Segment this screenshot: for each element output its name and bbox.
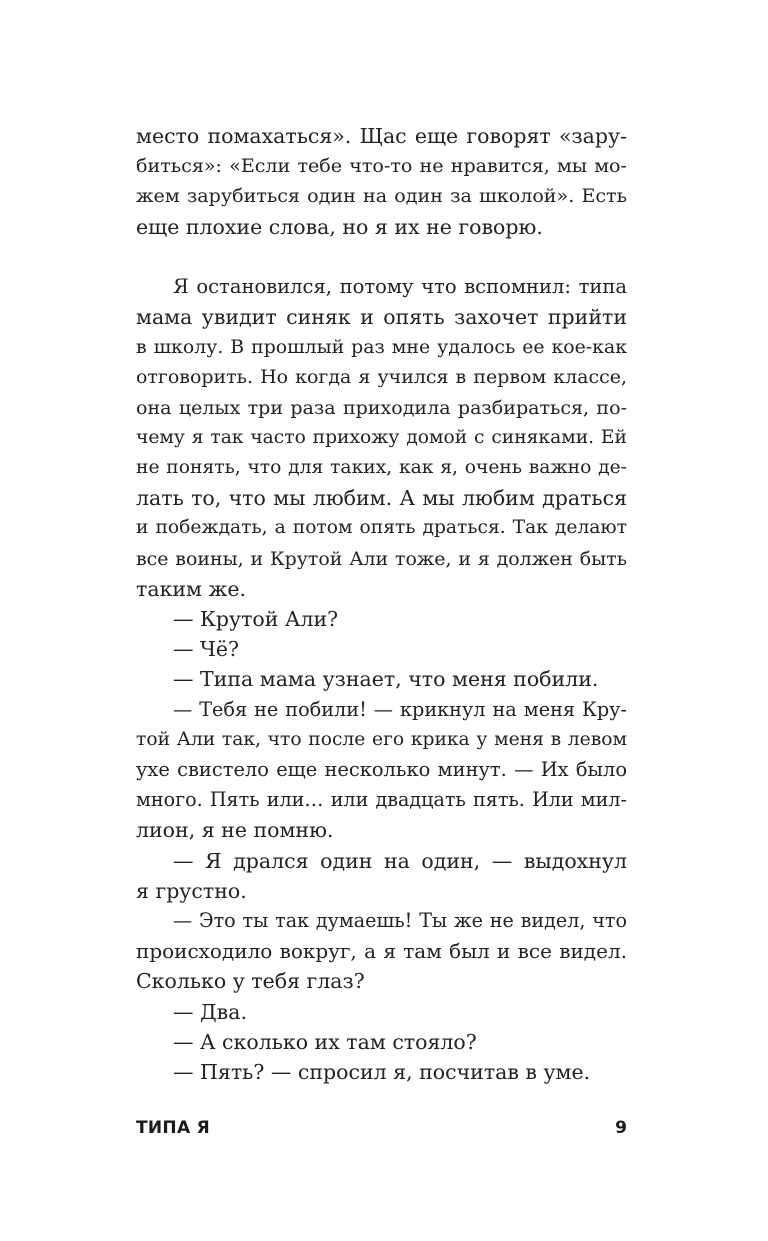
text-line: Сколько у тебя глаз? (136, 969, 365, 994)
page-body (136, 121, 627, 1087)
text-line: в школу. В прошлый раз мне удалось ее кое-как (136, 336, 627, 359)
text-line: — Крутой Али? (173, 607, 339, 632)
text-line: — Тебя не побили! — крикнул на меня Кру- (173, 697, 627, 721)
text-line: — Я дрался один на один, — выдохнул (173, 848, 627, 873)
text-line: место помахаться». Щас еще говорят «зару- (136, 124, 627, 148)
text-line: ухе свистело еще несколько минут. — Их было (136, 758, 627, 782)
dialogue-line (136, 997, 627, 1027)
dialogue-line (136, 604, 627, 634)
text-line: — Типа мама узнает, что меня побили. (173, 667, 599, 692)
text-line: — Пять? — спросил я, посчитав в уме. (173, 1060, 591, 1085)
text-line: — Это ты так думаешь! Ты же не видел, что (173, 909, 627, 933)
dialogue-line (136, 1057, 627, 1087)
text-line: чему я так часто прихожу домой с синяками. Ей (136, 426, 627, 448)
text-line: жем зарубиться один на один за школой». Есть (136, 184, 627, 208)
text-line: Я остановился, потому что вспомнил: типа (173, 274, 627, 298)
text-line: — А сколько их там стояло? (173, 1029, 477, 1054)
text-line: не понять, что для таких, как я, очень важно де- (136, 457, 627, 479)
paragraph-gap (136, 242, 627, 272)
text-line: лион, я не помню. (136, 818, 334, 843)
text-line: еще плохие слова, но я их не говорю. (136, 214, 543, 239)
dialogue-line (136, 695, 627, 846)
text-line: — Чё? (173, 637, 239, 662)
dialogue-line (136, 664, 627, 694)
dialogue-line (136, 846, 627, 906)
page-footer (136, 1118, 627, 1142)
text-line: лать то, что мы любим. А мы любим драться (136, 486, 627, 511)
text-line: я грустно. (136, 878, 247, 903)
text-line: она целых три раза приходила разбираться, по- (136, 396, 627, 419)
text-line: той Али так, что после его крика у меня в левом (136, 728, 627, 750)
text-line: происходило вокруг, а я там был и все видел. (136, 939, 627, 964)
page-number: 9 (615, 1118, 627, 1138)
paragraph (136, 272, 627, 604)
text-line: таким же. (136, 576, 247, 601)
text-line: мама увидит синяк и опять захочет прийти (136, 305, 627, 330)
text-line: много. Пять или… или двадцать пять. Или мил- (136, 788, 627, 812)
text-line: отговорить. Но когда я учился в первом классе, (136, 366, 627, 389)
text-line: все воины, и Крутой Али тоже, и я должен быть (136, 547, 627, 570)
dialogue-line (136, 634, 627, 664)
paragraph (136, 121, 627, 242)
dialogue-line (136, 1027, 627, 1057)
running-title: ТИПА Я (136, 1118, 211, 1138)
text-line: и побеждать, а потом опять драться. Так делают (136, 517, 627, 539)
text-line: — Два. (173, 999, 247, 1024)
dialogue-line (136, 906, 627, 997)
text-line: биться»: «Если тебе что-то не нравится, мы мо- (136, 154, 627, 178)
